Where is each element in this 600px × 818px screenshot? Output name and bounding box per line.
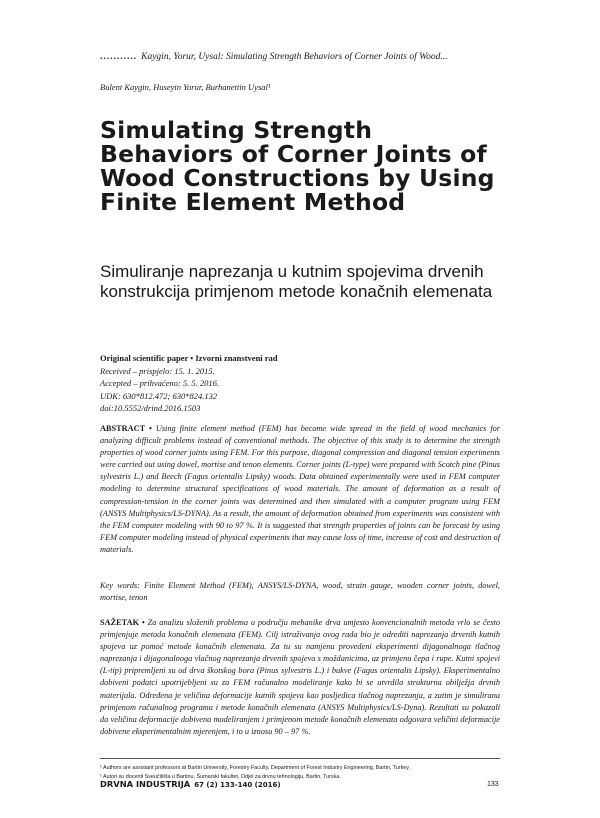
- sazetak-label: SAŽETAK •: [100, 618, 145, 627]
- abstract-label: ABSTRACT •: [100, 424, 152, 433]
- article-metadata: [100, 352, 278, 415]
- keywords: [100, 580, 500, 604]
- accepted-date: Accepted – prihvaćeno: 5. 5. 2016.: [100, 378, 219, 388]
- journal-footer: [100, 779, 281, 789]
- udk-code: UDK: 630*812.472; 630*824.132: [100, 390, 218, 401]
- footnote-divider: [100, 758, 500, 759]
- paper-title: Simulating Strength Behaviors of Corner Joints of Wood Constructions by Using Finite Element Method: [100, 116, 495, 216]
- abstract-text: Using finite element method (FEM) has become wide spread in the field of wood mechanics for analyzing difficult problems instead of conventional methods. The objective of this study is to determine the strength properties of wood corner joints using FEM. For this purpose, diagonal compression and diagonal tension experiments were carried out using dowel, mortise and tenon elements. Corner joints (L-type) were prepared with Scotch pine (Pinus sylvestris L.) and Beech (Fagus orientalis Lipsky) woods. Data obtained experimentally were used in FEM computer modeling to determine structural specifications of wood materials. The amount of deformation as a result of compression-tension in the corner joints was determined and then simulated with a computer program using FEM (ANSYS Multiphysics/LS-DYNA). As a result, the amount of deformation obtained from experiments was consistent with the FEM computer modeling with 90 to 97 %. It is suggested that strength properties of joints can be forecast by using FEM computer modeling instead of physical experiments that may cause loss of time, increase of cost and destruction of materials.: [100, 424, 500, 554]
- page-number: 133: [487, 781, 499, 788]
- sazetak: [100, 617, 500, 738]
- running-header-title: Kaygin, Yorur, Uysal: Simulating Strength Behaviors of Corner Joints of Wood...: [141, 52, 448, 62]
- doi: doi:10.5552/drind.2016.1503: [100, 403, 201, 413]
- sazetak-text: Za analizu složenih problema u području mehanike drva umjesto konvencionalnih metoda vrlo se često primjenjuje metoda konačnih elemenata (FEM). Cilj istraživanja ovog rada bio je odrediti naprezanja drvenih kutnih spojeva uz pomoć metode konačnih elemenata. Za tu su namjenu provedeni eksperimenti dijagonalnoga tlačnog naprezanja i dijagonalnoga vlačnog naprezanja drvenih spojeva s moždanicima, uz primjenu čepa i rupe. Kutni spojevi (L-tip) pripremljeni su od drva škotskog bora (Pinus sylvestris L.) i bukve (Fagus orientalis Lipsky). Eksperimentalno dobiveni podatci upotrijebljeni su za FEM računalno modeliranje kako bi se utvrdila strukturna obilježja drvnih materijala. Određena je veličina deformacije kutnih spojeva kao posljedica tlačnog naprezanja, a zatim je simulirana primjenom računalnog programa i metode konačnih elemenata (ANSYS Multiphysics/LS-Dyna). Rezultati su pokazali da veličina deformacije dobivena modeliranjem i primjenom metode konačnih elemenata odgovara veličini deformacije dobivene eksperimentalnim mjerenjem, i to u iznosu 90 – 97 %.: [100, 618, 500, 736]
- footnote-croatian: ¹ Autori su docenti Sveučilišta u Bartinu, Šumarski fakultet, Odjel za drvnu tehnologiju, Bartin, Turska.: [100, 773, 341, 780]
- paper-type: Original scientific paper • Izvorni znanstveni rad: [100, 353, 278, 363]
- running-header: [100, 52, 448, 62]
- footnote-english: ¹ Authors are assistant professors at Bartin University, Forestry Faculty, Department of Forest Industry Engineering, Bartin, Turkey.: [100, 765, 411, 771]
- running-header-dots: ...........: [100, 52, 138, 62]
- abstract: [100, 423, 500, 556]
- keywords-text: Finite Element Method (FEM), ANSYS/LS-DYNA, wood, strain gauge, wooden corner joints, dowel, mortise, tenon: [100, 581, 500, 603]
- paper-subtitle: Simuliranje naprezanja u kutnim spojevima drvenih konstrukcija primjenom metode konačnih elemenata: [100, 262, 493, 301]
- journal-name: DRVNA INDUSTRIJA: [100, 779, 191, 789]
- journal-volume: 67 (2) 133-140 (2016): [194, 781, 281, 789]
- received-date: Received – prispjelo: 15. 1. 2015.: [100, 365, 215, 376]
- keywords-label: Key words:: [100, 581, 140, 590]
- author-list: Bulent Kaygin, Huseyin Yorur, Burhanettin Uysal¹: [100, 82, 271, 92]
